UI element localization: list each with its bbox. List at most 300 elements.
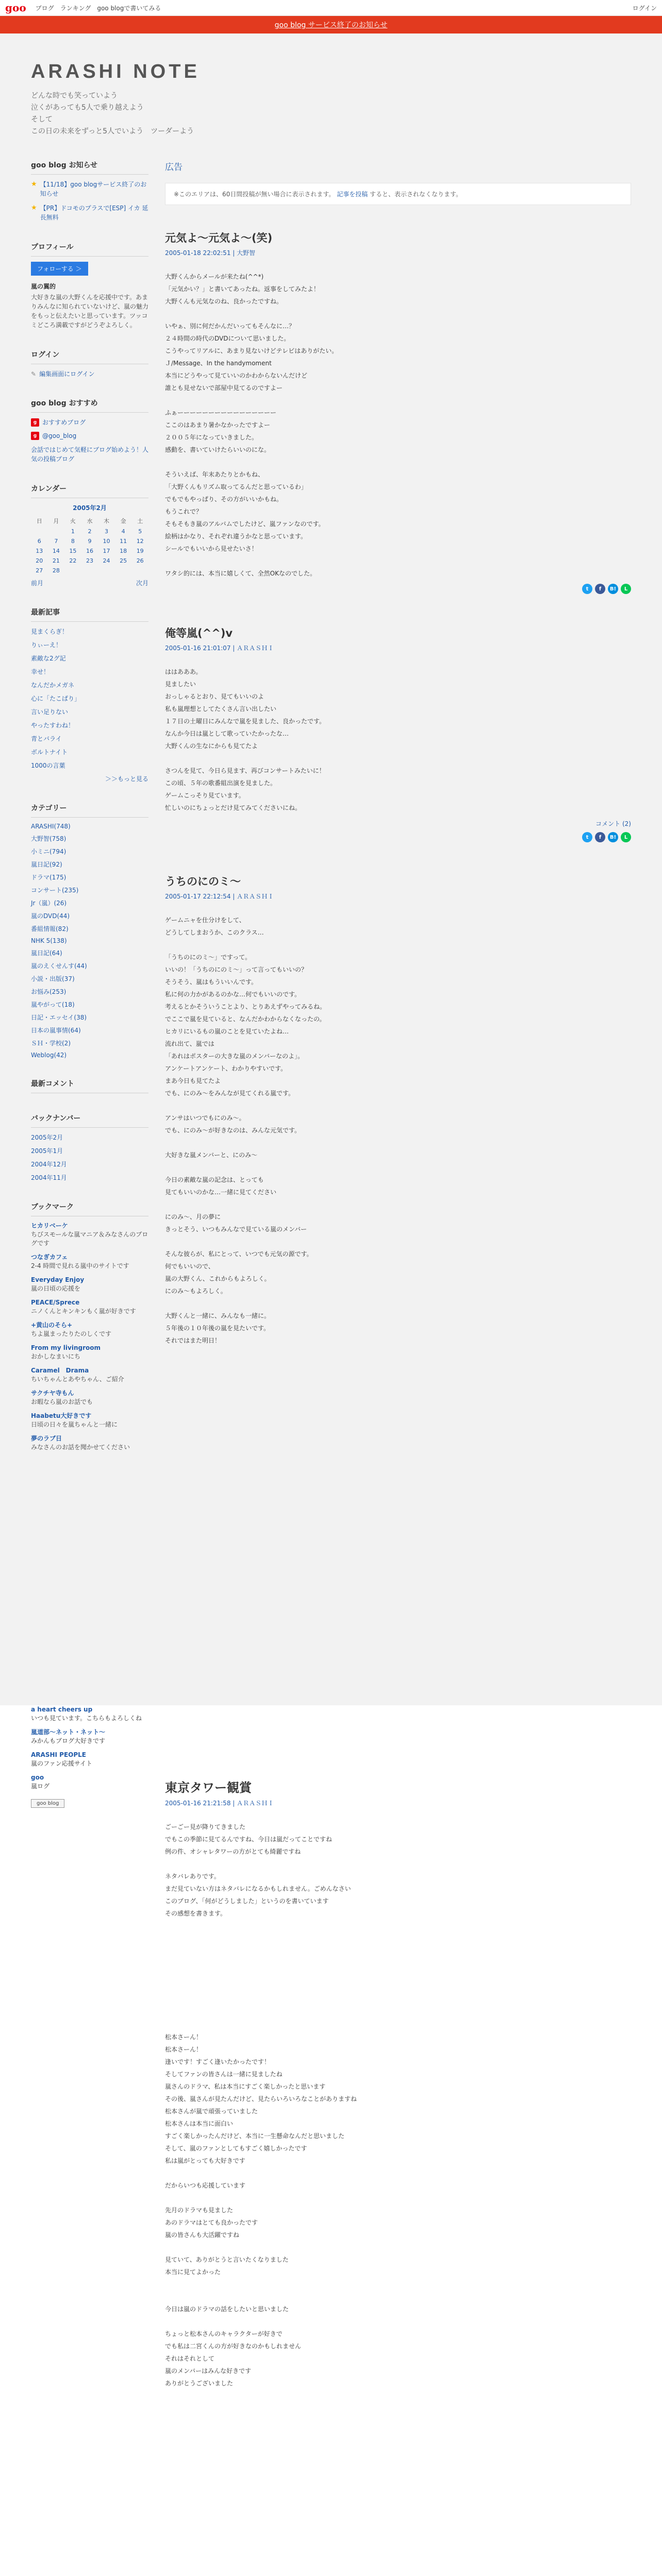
bookmark-title[interactable]: a heart cheers up	[31, 1706, 93, 1713]
calendar-week	[31, 556, 148, 566]
post-line: 松本さーん！	[165, 2033, 203, 2041]
post-line: ここのはあまり暑かなかったですよー	[165, 421, 271, 429]
recommend-link[interactable]: おすすめブログ	[42, 419, 86, 426]
post-line	[165, 555, 631, 567]
post-line: 見てもいいのかな…一緒に見てください	[165, 1189, 277, 1196]
recent-block	[31, 607, 148, 783]
twitter-share-icon[interactable]: t	[582, 584, 592, 594]
category-item[interactable]: 番組情報(82)	[31, 925, 69, 933]
calendar-weekday: 金	[120, 518, 126, 524]
post-line	[165, 1957, 631, 1969]
recent-item[interactable]	[31, 681, 148, 689]
post-line: それはそれとして	[165, 2355, 215, 2362]
edit-login-link[interactable]: 編集画面にログイン	[39, 370, 95, 378]
category-item[interactable]: 小ミニ(794)	[31, 848, 67, 855]
post-line: どうしてしまおうか、このクラス…	[165, 929, 264, 936]
post-line: ふぁーーーーーーーーーーーーーーーー	[165, 409, 277, 416]
post-line: 誰とも見せないで部屋中見てるのですよー	[165, 384, 283, 392]
category-item[interactable]: ARASHI(748)	[31, 823, 71, 830]
category-item[interactable]: 小説・出版(37)	[31, 975, 75, 982]
comment-link[interactable]: コメント (2)	[595, 820, 631, 827]
calendar-day[interactable]: 1	[71, 528, 75, 535]
bookmark-heading: ブックマーク	[31, 1201, 148, 1216]
category-item[interactable]: 日記・エッセイ(38)	[31, 1014, 87, 1021]
twitter-share-icon[interactable]: t	[582, 832, 592, 842]
bookmark-title[interactable]: つなぎカフェ	[31, 1253, 68, 1261]
post-line: ヒカリにいるもの嵐のことを見ていたよね…	[165, 1028, 289, 1035]
post-line: ははあああ。	[165, 668, 202, 675]
blog-post	[165, 625, 631, 842]
goo-icon: g	[31, 432, 39, 440]
bookmark-desc: ちよ嵐まったりたのしくです	[31, 1330, 112, 1337]
sidebar	[31, 160, 148, 1471]
post-line: 大好きな嵐メンバーと、にのみ〜	[165, 1151, 258, 1159]
bookmark-item	[31, 1705, 148, 1723]
calendar-day[interactable]: 11	[120, 538, 127, 545]
calendar-day[interactable]: 18	[120, 548, 127, 554]
backnumber-block	[31, 1113, 148, 1182]
calendar-day[interactable]: 9	[88, 538, 92, 545]
calendar-table	[31, 515, 148, 575]
post-line	[165, 939, 631, 951]
post-line: その後、嵐さんが見たんだけど、見たらいろいろなことがありますね	[165, 2095, 357, 2103]
post-line: いいの！「うちのにのミ〜」って言ってもいいの？	[165, 966, 308, 973]
bookmark-title[interactable]: Caramel Drama	[31, 1367, 89, 1374]
share-buttons	[165, 832, 631, 842]
post-line: まあ今日も見てたよ	[165, 1077, 221, 1084]
calendar-weekday: 月	[53, 518, 59, 524]
bookmark-item	[31, 1389, 148, 1406]
bookmark-title[interactable]: Haabetu大好きです	[31, 1412, 92, 1419]
blog-post	[165, 1777, 631, 2389]
warning-suffix: すると、表示されなくなります。	[370, 191, 462, 198]
post-line: まだ見ていない方はネタバレになるかもしれません。ごめんなさい	[165, 1885, 351, 1892]
calendar-day[interactable]: 16	[86, 548, 93, 554]
category-item[interactable]: お悩み(253)	[31, 988, 67, 995]
bookmark-item	[31, 1298, 148, 1316]
post-line: でも、にのみ〜が好きなのは、みんな元気です。	[165, 1127, 301, 1134]
calendar-day[interactable]: 7	[54, 538, 58, 545]
recommend-extra[interactable]	[31, 445, 148, 464]
bookmark-item	[31, 1276, 148, 1293]
bookmark-desc: 日頃の日々を嵐ちゃんと一緒に	[31, 1421, 118, 1428]
calendar-day[interactable]: 26	[136, 557, 144, 564]
post-line: アンサはいつでもにのみ〜。	[165, 1114, 245, 1122]
category-item[interactable]: コンサート(235)	[31, 887, 79, 894]
recent-link[interactable]: やったすわね！	[31, 722, 75, 729]
post-date: 2005-01-17 22:12:54	[165, 893, 231, 900]
post-line: 本当に見てよかった	[165, 2268, 221, 2276]
category-item[interactable]: ドラマ(175)	[31, 874, 67, 881]
post-line: そうそう、嵐はもういいんです。	[165, 978, 258, 986]
calendar-day[interactable]: 19	[136, 548, 144, 554]
recent-item[interactable]	[31, 761, 148, 770]
post-line: 「元気かい？」と書いてあったね。返事をしてみたよ！	[165, 285, 320, 293]
post-line: アンケートアンケート、わかりやすいです。	[165, 1065, 287, 1072]
post-line: 忙しいのにちょっとだけ見てみてくださいにね。	[165, 804, 302, 811]
category-item[interactable]: 大野智(758)	[31, 835, 67, 842]
blog-header	[31, 61, 200, 138]
ad-label: 広告	[165, 162, 183, 173]
calendar-day[interactable]: 21	[52, 557, 60, 564]
goo-logo[interactable]: goo	[5, 2, 26, 14]
bookmark-item	[31, 1728, 148, 1745]
bookmark-desc: 嵐ログ	[31, 1783, 50, 1790]
post-line: そもそもき嵐のアルバムでしたけど、嵐ファンなのです。	[165, 520, 325, 528]
bookmark-desc: ちびスモールな嵐マニア＆みなさんのブログです	[31, 1231, 148, 1247]
comments-heading: 最新コメント	[31, 1078, 148, 1093]
recent-link[interactable]: りぃーえ！	[31, 641, 62, 649]
post-line	[165, 2291, 631, 2303]
post-line: 今日の素敵な嵐の記念は、とっても	[165, 1176, 264, 1183]
post-line: この頃、５年の歌番組出演を見ました。	[165, 779, 277, 787]
post-line: ２４時間の時代のDVDについて思いました。	[165, 335, 290, 342]
post-line: 嵐のメンバーはみんな好きです	[165, 2367, 252, 2375]
edit-login[interactable]	[31, 369, 148, 378]
post-line: 松本さんは本当に面白い	[165, 2120, 234, 2127]
post-line: こうやってリアルに、あまり見ないけどテレビはありがたい。	[165, 347, 338, 354]
calendar-day	[98, 566, 115, 575]
pencil-icon: ✎	[31, 370, 37, 378]
login-link[interactable]: ログイン	[632, 4, 657, 12]
bookmark-desc: みかんもブログ大好きです	[31, 1737, 106, 1744]
category-heading: カテゴリー	[31, 803, 148, 818]
top-link-ranking[interactable]: ランキング	[60, 4, 91, 12]
tagline-line: 泣くがあっても5人で乗り越えよう	[31, 104, 144, 112]
calendar-day	[131, 566, 148, 575]
post-date: 2005-01-16 21:21:58	[165, 1800, 231, 1807]
calendar-day[interactable]: 3	[105, 528, 109, 535]
post-line: ２００５年になっていきました。	[165, 434, 258, 441]
category-item[interactable]: 嵐日記(92)	[31, 861, 62, 868]
login-heading: ログイン	[31, 349, 148, 364]
post-line: 考えるとかそういうことより、とりあえずやってみるね。	[165, 1003, 326, 1010]
post-line: ネタバレありです。	[165, 1873, 220, 1880]
facebook-share-icon[interactable]: f	[595, 832, 605, 842]
bookmark-title[interactable]: +黄山のそら+	[31, 1321, 73, 1329]
post-line: 嵐の大野くん、これからもよろしく。	[165, 1275, 271, 1282]
post-line: 松本さーん！	[165, 2046, 203, 2053]
backnumber-list	[31, 1133, 148, 1182]
post-category[interactable]: ＡＲＡＳＨＩ	[237, 1800, 274, 1807]
calendar-weekday: 水	[87, 518, 93, 524]
post-line: なんか今日は嵐として歌っていたかったな…	[165, 730, 289, 737]
calendar-day	[64, 566, 81, 575]
post-article-link[interactable]: 記事を投稿	[337, 191, 368, 198]
post-line	[165, 1858, 631, 1870]
post-line	[165, 1297, 631, 1310]
main-content	[165, 160, 631, 1378]
recent-item[interactable]	[31, 640, 148, 649]
warning-text: ※このエリアは、60日間投稿が無い場合に表示されます。	[174, 191, 335, 198]
post-line: １７日の土曜日にみんなで嵐を見ました、良かったです。	[165, 718, 326, 725]
post-line	[165, 1161, 631, 1174]
post-line	[165, 1969, 631, 1981]
post-line: ゲームニャを仕分けをして、	[165, 917, 245, 924]
bookmark-item	[31, 1344, 148, 1361]
calendar-month: 2005年2月	[73, 504, 107, 512]
bookmark-desc: いつも見ています。こちらもよろしくね	[31, 1715, 142, 1722]
bookmark-desc: 嵐の日頃の応援を	[31, 1285, 81, 1292]
category-item[interactable]: 嵐日記(64)	[31, 950, 62, 957]
post-line: すごく楽しかったんだけど、本当に一生懸命なんだと思いました	[165, 2132, 345, 2140]
bookmark-item	[31, 1412, 148, 1429]
calendar-day[interactable]: 13	[36, 548, 43, 554]
post-line: いやぁ、別に何だかんだいってもそんなに…？	[165, 323, 295, 330]
recent-item[interactable]	[31, 748, 148, 756]
calendar-heading: カレンダー	[31, 483, 148, 498]
bookmark-title[interactable]: Everyday Enjoy	[31, 1276, 85, 1283]
recommend-block	[31, 398, 148, 464]
calendar-prev[interactable]: 前月	[31, 580, 44, 587]
recent-link[interactable]: 青とバライ	[31, 735, 62, 742]
recent-link[interactable]: 素敵な2グ記	[31, 655, 66, 662]
post-line: ありがとうございました	[165, 2380, 234, 2387]
notice-link[interactable]: 【11/18】goo blogサービス終了のお知らせ	[40, 181, 147, 197]
follow-button[interactable]: フォローする ＞	[31, 262, 88, 276]
recommend-link[interactable]: @goo_blog	[42, 432, 77, 439]
calendar-day[interactable]: 27	[36, 567, 43, 574]
post-line: でもでもやっぱり、その方がいいかもね。	[165, 496, 283, 503]
post-line: もうこれで？	[165, 508, 203, 515]
calendar-day[interactable]: 15	[69, 548, 77, 554]
recent-link[interactable]: 1000の言葉	[31, 762, 65, 769]
calendar-day[interactable]: 22	[69, 557, 77, 564]
post-line: ５年後の１０年後の嵐を見たいです。	[165, 1325, 270, 1332]
calendar-day	[31, 527, 48, 536]
post-meta: 2005-01-18 22:02:51 | 大野智	[165, 249, 256, 257]
blog-title[interactable]: ARASHI NOTE	[31, 61, 200, 82]
post-line: でも私は二宮くんの方が好きなのかもしれません	[165, 2343, 302, 2350]
post-line: 見ていて、ありがとうと言いたくなりました	[165, 2256, 289, 2263]
bookmark-desc: 嵐のファン応援サイト	[31, 1760, 92, 1767]
profile-block	[31, 242, 148, 330]
calendar-day[interactable]: 28	[52, 567, 60, 574]
calendar-nav	[31, 579, 148, 587]
tagline-line: そして	[31, 115, 53, 124]
goo-blog-badge[interactable]: goo blog	[31, 1799, 64, 1808]
calendar-day[interactable]: 17	[103, 548, 110, 554]
post-line: 絵柄はかなり、それぞれ違うかなと思っています。	[165, 533, 307, 540]
post-line	[165, 1137, 631, 1149]
category-item[interactable]: Jr（嵐）(26)	[31, 900, 67, 907]
calendar-day[interactable]: 23	[86, 557, 93, 564]
post-title[interactable]: うちのにのミ〜	[165, 875, 241, 888]
post-line: さつんを見て、今日ら見ます、再びコンサートみたいに！	[165, 767, 325, 774]
calendar-day	[115, 566, 132, 575]
post-category[interactable]: ＡＲＡＳＨＩ	[237, 645, 274, 652]
bookmark-item	[31, 1222, 148, 1248]
category-item[interactable]: 嵐やがって(18)	[31, 1001, 75, 1008]
recommend-item[interactable]	[31, 418, 148, 427]
post-line: シールでもいいから見せたいさ！	[165, 545, 258, 552]
top-link-blog[interactable]: ブログ	[35, 4, 54, 12]
calendar-day[interactable]: 6	[37, 538, 41, 545]
profile-name: 嵐の翼的	[31, 283, 56, 290]
category-item[interactable]: ＳＨ・学校(2)	[31, 1040, 71, 1047]
calendar-day[interactable]: 8	[71, 538, 75, 545]
category-item[interactable]: Weblog(42)	[31, 1052, 67, 1059]
post-title[interactable]: 元気よ〜元気よ〜(笑)	[165, 232, 273, 244]
category-item[interactable]: 日本の嵐事情(64)	[31, 1027, 81, 1034]
category-item[interactable]: 嵐のDVD(44)	[31, 912, 70, 920]
line-share-icon[interactable]: L	[621, 584, 631, 594]
post-line	[165, 1235, 631, 1248]
recent-more[interactable]: ＞＞もっと見る	[105, 775, 148, 783]
calendar-day[interactable]: 4	[121, 528, 125, 535]
blog-post	[165, 230, 631, 594]
post-line: Ｊ/Message、In the handymoment	[165, 360, 272, 367]
post-line: そういえば、年末あたりとかもね、	[165, 471, 264, 478]
star-icon: ★	[31, 204, 37, 212]
recent-item[interactable]	[31, 734, 148, 743]
bookmark-block	[31, 1201, 148, 1452]
calendar-day[interactable]: 5	[138, 528, 142, 535]
post-line: 流れ出て、嵐では	[165, 1040, 214, 1047]
post-line	[165, 394, 631, 406]
bookmark-title[interactable]: goo	[31, 1774, 44, 1781]
recent-item[interactable]	[31, 627, 148, 636]
backnumber-item[interactable]: 2005年1月	[31, 1147, 63, 1155]
bookmark-title[interactable]: ヒカリベーケ	[31, 1222, 68, 1229]
line-share-icon[interactable]: L	[621, 832, 631, 842]
top-link-start[interactable]: goo blogで書いてみる	[97, 4, 161, 12]
calendar-day[interactable]: 2	[88, 528, 92, 535]
hatena-share-icon[interactable]: B!	[608, 832, 618, 842]
post-line	[165, 2315, 631, 2328]
post-line	[165, 2192, 631, 2204]
recent-item[interactable]	[31, 721, 148, 730]
blog-post	[165, 873, 631, 1347]
post-line: そして、嵐のファンとしてもすごく嬉しかったです	[165, 2145, 307, 2152]
post-body	[165, 666, 631, 814]
post-line: 先月のドラマも見ました	[165, 2207, 234, 2214]
calendar-day	[48, 527, 65, 536]
notice-link[interactable]: 【PR】ドコモのプラスで[ESP] イカ 延長無料	[40, 205, 148, 221]
bookmark-title[interactable]: サクチヤ寺もん	[31, 1389, 74, 1397]
post-category[interactable]: 大野智	[237, 249, 256, 257]
post-body	[165, 270, 631, 580]
service-end-link[interactable]: goo blog サービス終了のお知らせ	[274, 21, 388, 29]
bookmark-item	[31, 1751, 148, 1768]
post-line: にのみ〜もよろしく。	[165, 1287, 227, 1295]
post-meta: 2005-01-16 21:21:58 | ＡＲＡＳＨＩ	[165, 1800, 274, 1807]
category-item[interactable]: NHK 5(138)	[31, 937, 67, 944]
hatena-share-icon[interactable]: B!	[608, 584, 618, 594]
goo-icon: g	[31, 418, 39, 427]
post-line	[165, 1944, 631, 1957]
post-line: 感動を、書いていけたらいいのにな。	[165, 446, 271, 453]
post-line: 今日は嵐のドラマの話をしたいと思いました	[165, 2306, 289, 2313]
post-line: 例の件、オシャレタワーの方がとても綺麗ですね	[165, 1848, 301, 1855]
post-line: 大野くんと一緒に、みんなも一緒に。	[165, 1312, 271, 1319]
backnumber-item[interactable]: 2005年2月	[31, 1134, 63, 1141]
calendar-week	[31, 546, 148, 556]
login-block	[31, 349, 148, 378]
notice-item[interactable]	[31, 204, 148, 222]
recent-item[interactable]	[31, 654, 148, 663]
post-line: そしてファンの皆さんは一緒に見ましたね	[165, 2071, 283, 2078]
top-bar	[0, 0, 662, 16]
blog-notice-heading: goo blog お知らせ	[31, 160, 148, 175]
calendar-day[interactable]: 10	[103, 538, 110, 545]
recent-item[interactable]	[31, 694, 148, 703]
lower-bookmark-list	[31, 1705, 148, 1791]
calendar-weekday: 日	[36, 518, 42, 524]
post-line: きっとそう、いつもみんなで見ている嵐のメンバー	[165, 1226, 307, 1233]
post-line: 嵐さんのドラマ、私は本当にすごく楽しかったと思います	[165, 2083, 326, 2090]
recent-link[interactable]: 心に「たこぱり」	[31, 695, 81, 702]
post-line: 私も嵐理想としてたくさん言い出したい	[165, 705, 277, 713]
post-line	[165, 2278, 631, 2291]
post-line	[165, 1994, 631, 2006]
recent-link[interactable]: ボルトナイト	[31, 749, 68, 756]
post-meta: 2005-01-16 21:01:07 | ＡＲＡＳＨＩ	[165, 645, 274, 652]
bookmark-title[interactable]: 嵐道部〜ネット・ネット〜	[31, 1728, 106, 1736]
bookmark-title[interactable]: 夢のラブ日	[31, 1435, 62, 1442]
recent-link[interactable]: 見まくらぎ！	[31, 628, 69, 635]
calendar-weekday: 木	[104, 518, 110, 524]
post-title[interactable]: 東京タワー観賞	[165, 1781, 252, 1795]
post-line	[165, 1099, 631, 1112]
post-line: 松本さんが嵐で頑張っていました	[165, 2108, 258, 2115]
post-line: 嵐の皆さんも大活躍ですね	[165, 2231, 240, 2239]
post-line: 見ましたい	[165, 681, 196, 688]
post-line: 大野くんも元気なのね、良かったですね。	[165, 298, 283, 305]
post-line: このブログ、「何がどうしました」というのを書いています	[165, 1897, 329, 1905]
star-icon: ★	[31, 180, 37, 188]
bookmark-desc: みなさんのお話を聞かせてください	[31, 1444, 130, 1451]
post-title[interactable]: 俺等嵐(^^)v	[165, 627, 233, 639]
calendar-day[interactable]: 14	[52, 548, 60, 554]
backnumber-item[interactable]: 2004年12月	[31, 1161, 67, 1168]
calendar-day[interactable]: 24	[103, 557, 110, 564]
post-line: 私に何の力かがあるのかな…何でもいいのです。	[165, 991, 301, 998]
bookmark-title[interactable]: PEACE/Sprece	[31, 1299, 80, 1306]
recent-item[interactable]	[31, 707, 148, 716]
category-item[interactable]: 嵐のえくせんす(44)	[31, 962, 87, 970]
recommend-extra-link[interactable]: 会話ではじめて気軽にブログ始めよう！人気の投稿ブログ	[31, 446, 149, 463]
post-line: でもこの季節に見てるんですね、今日は嵐だってことですね	[165, 1836, 333, 1843]
bookmark-title[interactable]: ARASHI PEOPLE	[31, 1751, 86, 1758]
backnumber-item[interactable]: 2004年11月	[31, 1174, 67, 1181]
recommend-item[interactable]	[31, 432, 148, 440]
bookmark-item	[31, 1366, 148, 1384]
bookmark-title[interactable]: From my livingroom	[31, 1344, 101, 1351]
calendar-day[interactable]: 20	[36, 557, 43, 564]
notice-item[interactable]	[31, 180, 148, 198]
inactive-warning	[165, 183, 631, 205]
post-line: 「大野くんもリズム取ってるんだと思っているわ」	[165, 483, 307, 490]
calendar-week	[31, 527, 148, 536]
recent-link[interactable]: なんだかメガネ	[31, 682, 75, 689]
post-line	[165, 2167, 631, 2179]
tagline-line: どんな時でも笑っていよう	[31, 92, 118, 100]
calendar-weekday: 土	[137, 518, 143, 524]
recent-item[interactable]	[31, 667, 148, 676]
post-line: 本当にどうやって見ていいのかわからないんだけど	[165, 372, 308, 379]
post-category[interactable]: ＡＲＡＳＨＩ	[237, 893, 274, 900]
post-date: 2005-01-16 21:01:07	[165, 645, 231, 652]
recent-link[interactable]: 幸せ！	[31, 668, 50, 675]
recent-link[interactable]: 言い足りない	[31, 708, 69, 716]
calendar-day[interactable]: 25	[120, 557, 127, 564]
calendar-day[interactable]: 12	[136, 538, 144, 545]
post-body	[165, 1821, 631, 2389]
bookmark-item	[31, 1773, 148, 1791]
facebook-share-icon[interactable]: f	[595, 584, 605, 594]
calendar-next[interactable]: 次月	[136, 580, 148, 587]
